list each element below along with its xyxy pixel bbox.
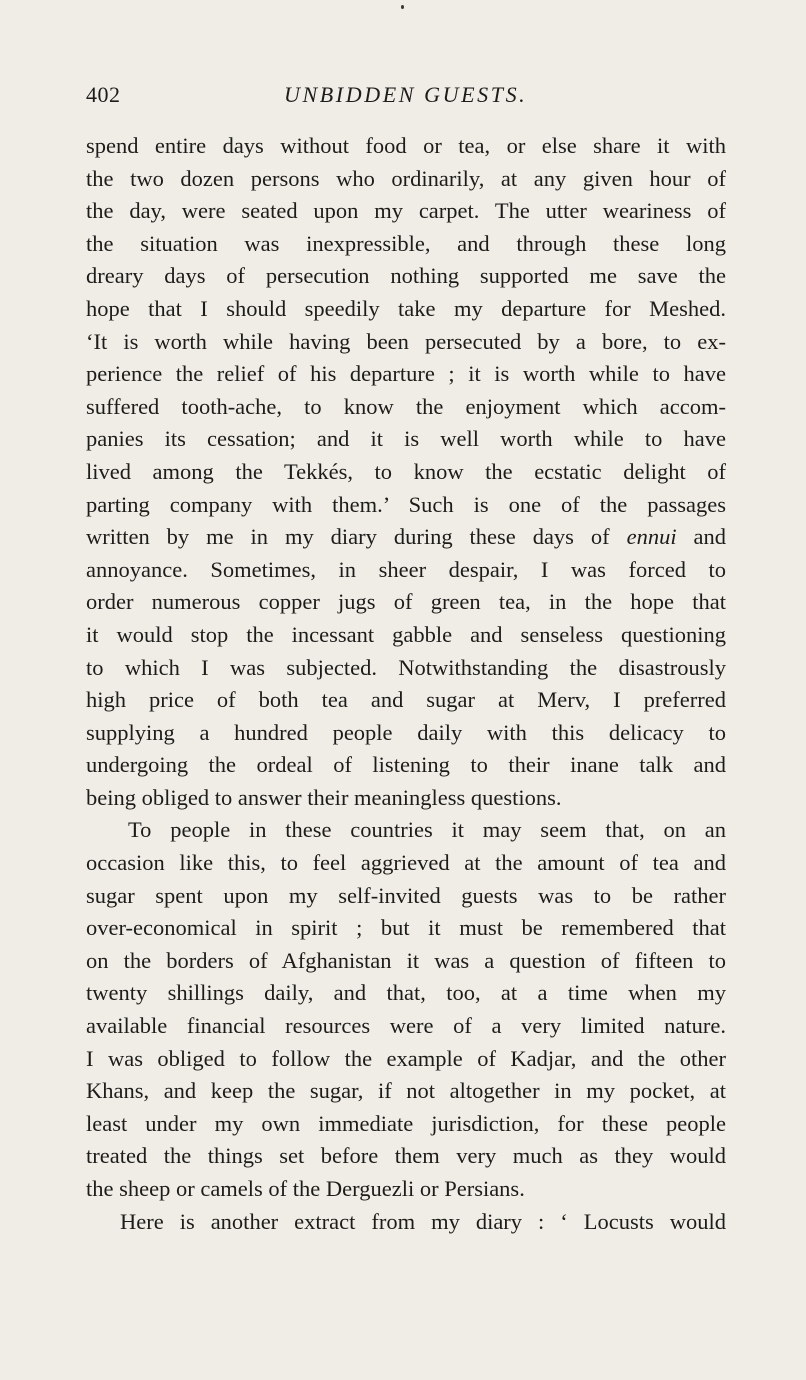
text-line: undergoing the ordeal of listening to their inane talk and — [86, 752, 726, 778]
text-line: the two dozen persons who ordinarily, at any given hour of — [86, 165, 726, 191]
text-line: panies its cessation; and it is well worth while to have — [86, 426, 726, 452]
text-line: annoyance. Sometimes, in sheer despair, I was forced to — [86, 556, 726, 582]
text-line: to which I was subjected. Notwithstanding the disastrously — [86, 654, 726, 680]
page-number: 402 — [86, 82, 121, 107]
text-line: the situation was inexpressible, and through these long — [86, 230, 726, 256]
text-line: it would stop the incessant gabble and senseless questioning — [86, 621, 726, 647]
text-segment: written by me in my diary during these days of — [86, 524, 610, 550]
ink-speck — [401, 5, 404, 9]
paragraph-3 — [86, 1206, 726, 1239]
paragraph-1 — [86, 130, 726, 814]
paragraph-2 — [86, 814, 726, 1205]
text-line: ‘It is worth while having been persecuted by a bore, to ex- — [86, 328, 726, 354]
text-line: dreary days of persecution nothing supported me save the — [86, 263, 726, 289]
text-line: order numerous copper jugs of green tea, in the hope that — [86, 589, 726, 615]
text-line: parting company with them.’ Such is one of the passages — [86, 491, 726, 517]
text-line: occasion like this, to feel aggrieved at the amount of tea and — [86, 850, 726, 876]
body-text — [86, 130, 726, 1238]
text-line: on the borders of Afghanistan it was a question of fifteen to — [86, 947, 726, 973]
text-line: over-economical in spirit ; but it must be remembered that — [86, 915, 726, 941]
text-line-with-italic — [86, 521, 726, 554]
text-line: supplying a hundred people daily with this delicacy to — [86, 719, 726, 745]
text-line: sugar spent upon my self-invited guests was to be rather — [86, 882, 726, 908]
text-line: the day, were seated upon my carpet. The utter weariness of — [86, 198, 726, 224]
page-header — [86, 82, 726, 112]
paragraph-last-line: the sheep or camels of the Derguezli or Persians. — [86, 1176, 525, 1201]
text-line: I was obliged to follow the example of Kadjar, and the other — [86, 1045, 726, 1071]
text-segment: and — [693, 524, 726, 550]
text-line: perience the relief of his departure ; it is worth while to have — [86, 361, 726, 387]
paragraph-last-line: being obliged to answer their meaningless questions. — [86, 784, 562, 810]
text-line: least under my own immediate jurisdiction, for these people — [86, 1110, 726, 1136]
text-line: Khans, and keep the sugar, if not altogether in my pocket, at — [86, 1078, 726, 1104]
text-line: treated the things set before them very much as they would — [86, 1143, 726, 1169]
text-line: available financial resources were of a very limited nature. — [86, 1013, 726, 1039]
text-line: suffered tooth-ache, to know the enjoyment which accom- — [86, 393, 726, 419]
text-line: hope that I should speedily take my departure for Meshed. — [86, 295, 726, 321]
text-line: spend entire days without food or tea, or else share it with — [86, 133, 726, 158]
italic-foreign-word: ennui — [626, 524, 677, 550]
paragraph-first-line: To people in these countries it may seem that, on an — [128, 817, 726, 843]
text-line: high price of both tea and sugar at Merv, I preferred — [86, 687, 726, 713]
text-line: twenty shillings daily, and that, too, at a time when my — [86, 980, 726, 1006]
paragraph-first-line: Here is another extract from my diary : ‘ Locusts would — [120, 1208, 726, 1234]
running-title: UNBIDDEN GUESTS. — [284, 82, 528, 107]
text-line: lived among the Tekkés, to know the ecstatic delight of — [86, 458, 726, 484]
